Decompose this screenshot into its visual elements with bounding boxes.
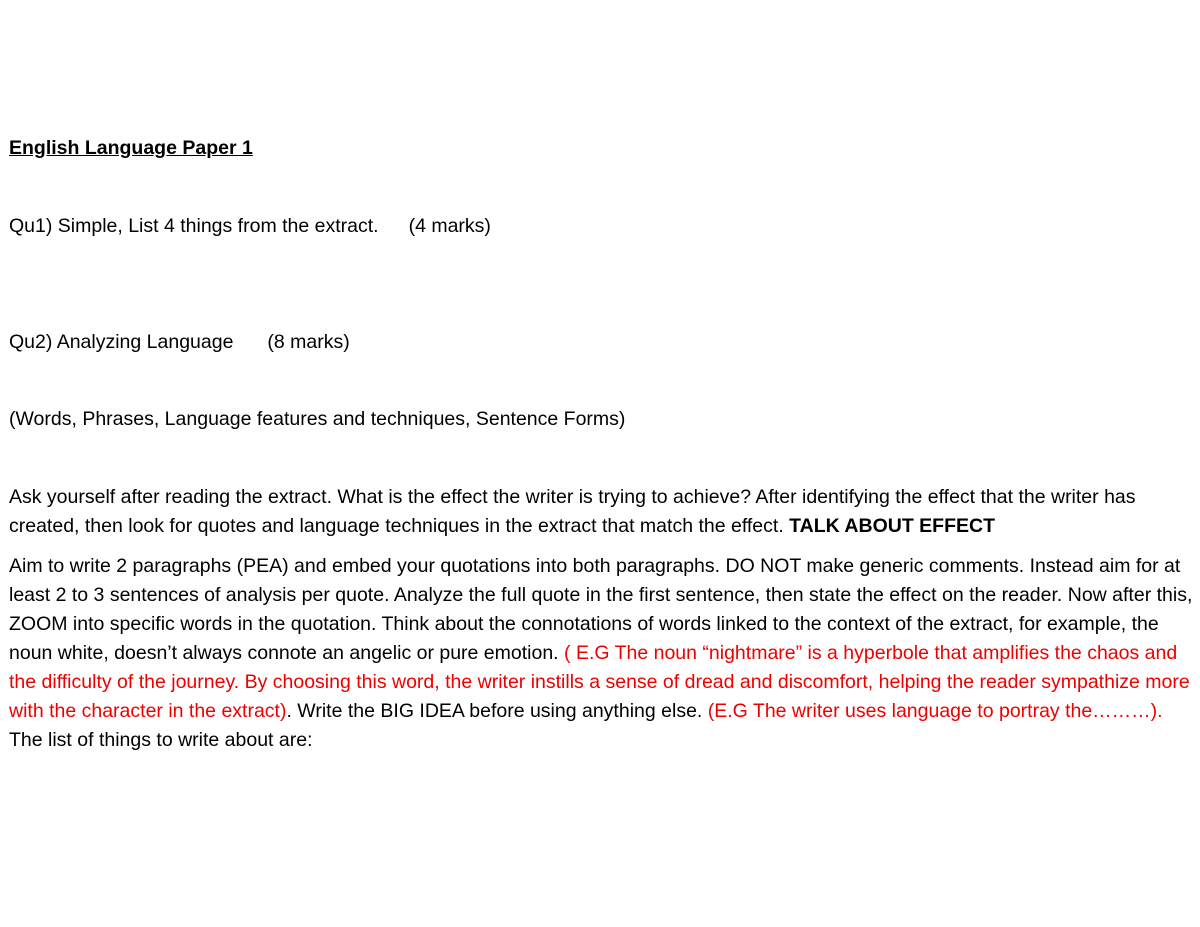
- question-2-marks: (8 marks): [267, 331, 350, 353]
- portray-example: (E.G The writer uses language to portray the………).: [707, 700, 1163, 722]
- effect-paragraph: [9, 483, 1195, 541]
- effect-paragraph-text: Ask yourself after reading the extract. What is the effect the writer is trying to achieve? After identifying the effect that the writer has created, then look for quotes and language techniques in the extract that match the effect.: [9, 486, 1136, 537]
- big-idea-text: . Write the BIG IDEA before using anything else.: [286, 700, 703, 722]
- question-1-text: Qu1) Simple, List 4 things from the extract.: [9, 215, 379, 237]
- question-1: [9, 217, 491, 237]
- document-title: English Language Paper 1: [9, 137, 253, 159]
- question-2-text: Qu2) Analyzing Language: [9, 331, 234, 353]
- question-2: [9, 333, 350, 353]
- question-2-forms: (Words, Phrases, Language features and techniques, Sentence Forms): [9, 408, 626, 430]
- talk-about-effect-emphasis: TALK ABOUT EFFECT: [789, 515, 995, 537]
- pea-paragraph-text: Aim to write 2 paragraphs (PEA) and embed your quotations into both paragraphs. DO NOT make generic comments. Instead aim for at least 2 to 3 sentences of analysis per quote. Analyze the full quote in the first sentence, then state the effect on the reader. Now after this, ZOOM into specific words in the quotation. Think about the connotations of words linked to the context of the extract, for example, the noun white, doesn’t always connote an angelic or pure emotion.: [9, 555, 1193, 664]
- pea-paragraph: [9, 552, 1195, 755]
- list-intro-text: The list of things to write about are:: [9, 729, 313, 751]
- question-1-marks: (4 marks): [408, 215, 491, 237]
- nightmare-example: ( E.G The noun “nightmare” is a hyperbole that amplifies the chaos and the difficulty of the journey. By choosing this word, the writer instills a sense of dread and discomfort, helping the reader sympathize more with the character in the extract): [9, 642, 1190, 722]
